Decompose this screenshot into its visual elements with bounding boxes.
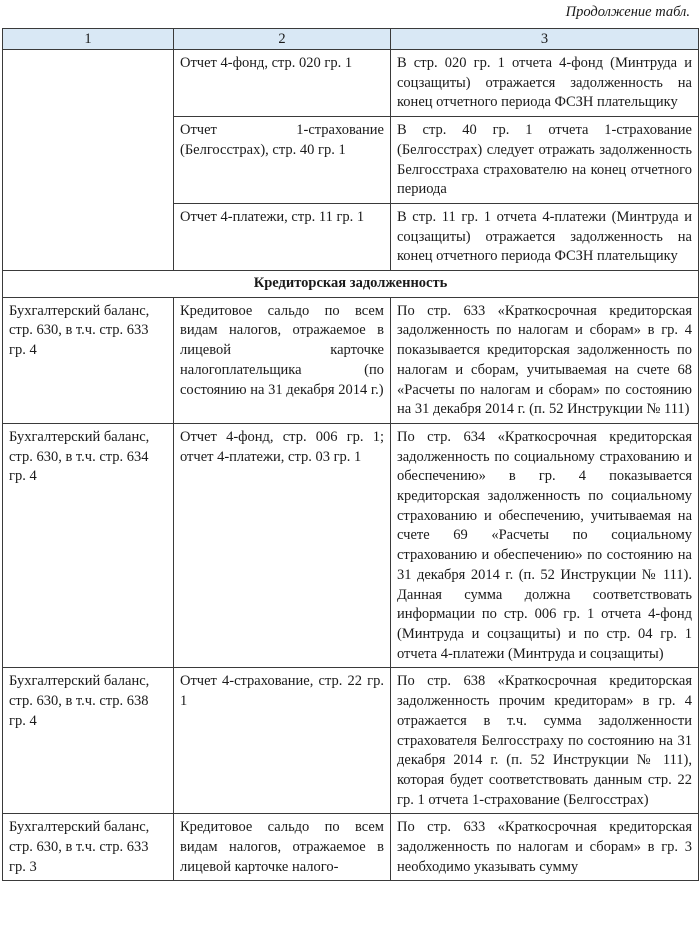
cell-source: Отчет 4-платежи, стр. 11 гр. 1 — [174, 203, 391, 270]
cell-explanation: По стр. 634 «Краткосрочная кредиторская задолженность по социальному страхованию и обеспечению» в гр. 4 показывается кредиторская задолженность по социальному страхованию и обеспечению, учитываемая на счете 69 «Расчеты по социальному страхованию и обеспечению» по состоянию на 31 декабря 2014 г. (п. 52 Инструкции № 111). Данная сумма должна соответствовать информации по стр. 006 гр. 1 отчета 4-фонд (Минтруда и соцзащиты) и по стр. 04 гр. 1 отчета 4-платежи (Минтруда и соцзащиты) — [391, 423, 699, 667]
cell-source: Кредитовое сальдо по всем видам налогов, отражаемое в лицевой карточке налогоплательщика (по состоянию на 31 декабря 2014 г.) — [174, 297, 391, 423]
cell-indicator: Бухгалтерский баланс, стр. 630, в т.ч. стр. 634 гр. 4 — [3, 423, 174, 667]
table-row — [3, 50, 699, 117]
table-row — [3, 814, 699, 881]
cell-indicator: Бухгалтерский баланс, стр. 630, в т.ч. стр. 633 гр. 3 — [3, 814, 174, 881]
table-row — [3, 297, 699, 423]
cell-indicator: Бухгалтерский баланс, стр. 630, в т.ч. стр. 638 гр. 4 — [3, 668, 174, 814]
cell-source: Кредитовое сальдо по всем видам налогов, отражаемое в лицевой карточке налого- — [174, 814, 391, 881]
header-row — [3, 29, 699, 50]
cell-indicator — [3, 50, 174, 271]
cell-explanation: По стр. 633 «Краткосрочная кредиторская задолженность по налогам и сборам» в гр. 3 необходимо указывать сумму — [391, 814, 699, 881]
cell-source: Отчет 4-страхование, стр. 22 гр. 1 — [174, 668, 391, 814]
data-table — [2, 28, 699, 881]
header-col-3: 3 — [391, 29, 699, 50]
table-row — [3, 423, 699, 667]
table-row — [3, 668, 699, 814]
cell-source: Отчет 4-фонд, стр. 020 гр. 1 — [174, 50, 391, 117]
section-row — [3, 271, 699, 298]
cell-explanation: По стр. 638 «Краткосрочная кредиторская задолженность прочим кредиторам» в гр. 4 отражается в т.ч. сумма задолженности страхователя Белгосстраху по состоянию на 31 декабря 2014 г. (п. 52 Инструкции № 111), которая будет соответствовать данным стр. 22 гр. 1 отчета 1-страхование (Белгосстрах) — [391, 668, 699, 814]
cell-explanation: В стр. 11 гр. 1 отчета 4-платежи (Минтруда и соцзащиты) отражается задолженность на конец отчетного периода ФСЗН плательщику — [391, 203, 699, 270]
cell-source: Отчет 1-страхование (Белгосстрах), стр. 40 гр. 1 — [174, 117, 391, 204]
cell-source: Отчет 4-фонд, стр. 006 гр. 1; отчет 4-платежи, стр. 03 гр. 1 — [174, 423, 391, 667]
cell-explanation: В стр. 40 гр. 1 отчета 1-страхование (Белгосстрах) следует отражать задолженность Белгосстраха страхователю на конец отчетного периода — [391, 117, 699, 204]
cell-explanation: По стр. 633 «Краткосрочная кредиторская задолженность по налогам и сборам» в гр. 4 показывается кредиторская задолженность по налогам и сборам, учитываемая на счете 68 «Расчеты по налогам и сборам» по состоянию на 31 декабря 2014 г. (п. 52 Инструкции № 111) — [391, 297, 699, 423]
header-col-2: 2 — [174, 29, 391, 50]
cell-indicator: Бухгалтерский баланс, стр. 630, в т.ч. стр. 633 гр. 4 — [3, 297, 174, 423]
section-title: Кредиторская задолженность — [3, 271, 699, 298]
header-col-1: 1 — [3, 29, 174, 50]
cell-explanation: В стр. 020 гр. 1 отчета 4-фонд (Минтруда и соцзащиты) отражается задолженность на конец отчетного периода ФСЗН плательщику — [391, 50, 699, 117]
continuation-label: Продолжение табл. — [565, 4, 690, 20]
